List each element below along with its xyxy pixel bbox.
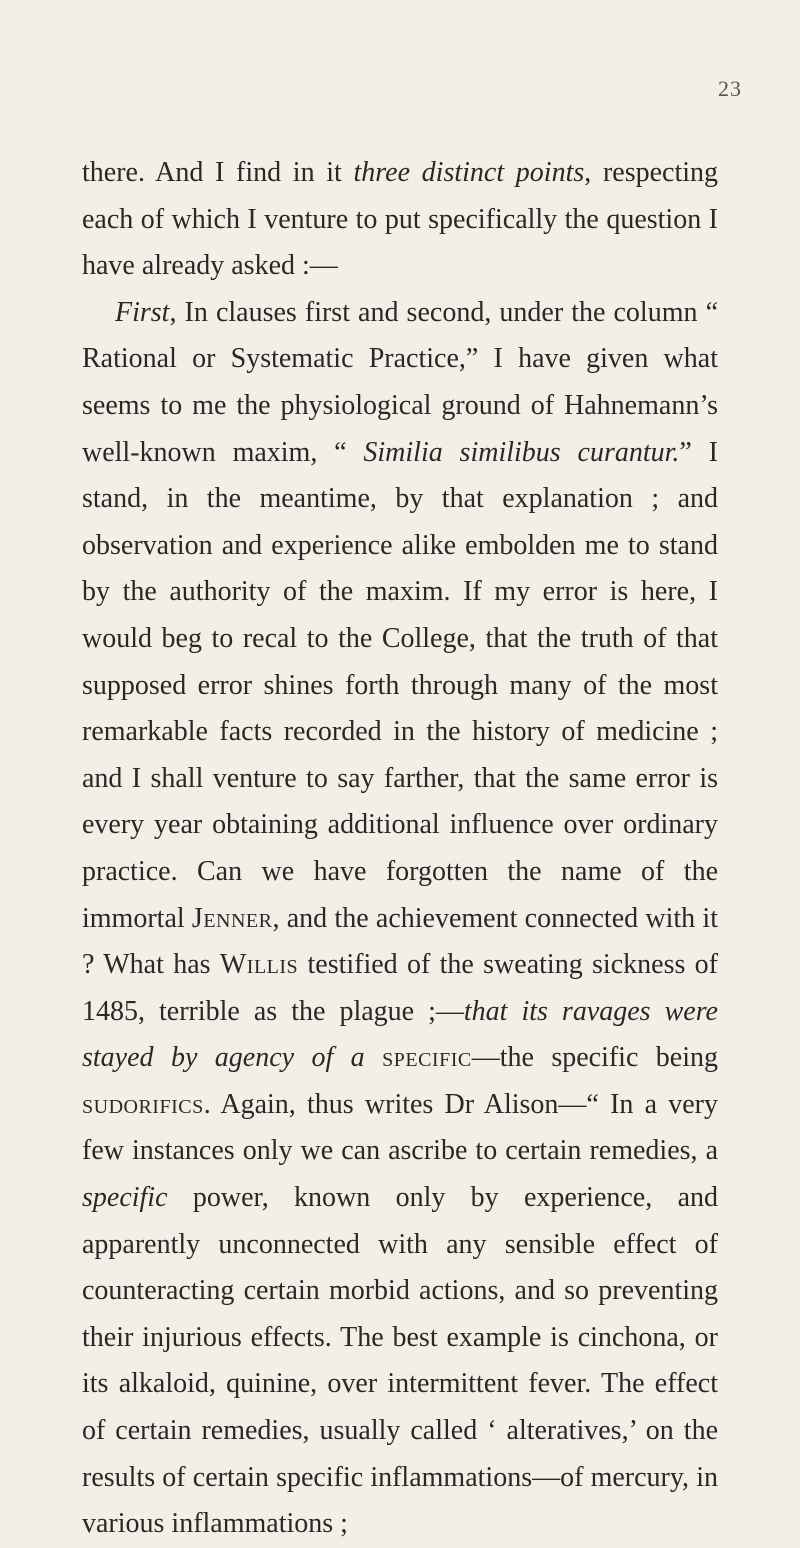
small-caps-text: Willis: [219, 949, 299, 981]
italic-text: First: [115, 296, 170, 328]
text-segment: there. And I find in it: [82, 157, 354, 188]
text-segment: ” I stand, in the meantime, by that explanation ; and observation and experience alike embolden me to stand by the authority of the maxim. If my error is here, I would beg to recal to the College, that the truth of that supposed error shines forth through many of the most remarkable facts recorded in the history of medicine ; and I shall venture to say farther, that the same error is every year obtaining additional influence over ordinary practice. Can we have forgotten the name of the immortal: [82, 436, 718, 934]
text-segment: , In clauses first and second, under the column “ Rational or Systematic Practice,” I have given what seems to me the physiological ground of Hahnemann’s well-known maxim, “: [82, 296, 718, 468]
paragraph: [82, 150, 718, 290]
page-number: 23: [718, 76, 742, 101]
italic-text: Similia similibus curantur.: [363, 436, 680, 468]
paragraph: [82, 290, 718, 1548]
small-caps-text: specific: [382, 1042, 472, 1074]
text-segment: , and the achievement connected with it ? What has: [82, 902, 718, 981]
text-segment: testified of the sweating sickness of 1485, terrible as the plague ;—: [82, 949, 719, 1027]
text-segment: —the specific being: [471, 1042, 719, 1074]
body-text: [82, 150, 718, 1548]
text-segment: , respecting each of which I venture to put specifically the question I have already asked :—: [82, 157, 719, 282]
text-segment: . Again, thus writes Dr Alison—“ In a very few instances only we can ascribe to certain remedies, a: [82, 1088, 718, 1167]
small-caps-text: Jenner: [191, 902, 273, 934]
italic-text: three distinct points: [353, 157, 585, 188]
italic-text: that its ravages were stayed by agency of a: [82, 995, 718, 1074]
small-caps-text: sudorifics: [82, 1088, 204, 1120]
text-segment: power, known only by experience, and apparently unconnected with any sensible effect of counteracting certain morbid actions, and so preventing their injurious effects. The best example is cinchona, or its alkaloid, quinine, over intermittent fever. The effect of certain remedies, usually called ‘ alteratives,’ on the results of certain specific inflammations—of mercury, in various inflammations ;: [82, 1182, 718, 1540]
text-segment: [365, 1042, 382, 1073]
italic-text: specific: [82, 1182, 168, 1214]
